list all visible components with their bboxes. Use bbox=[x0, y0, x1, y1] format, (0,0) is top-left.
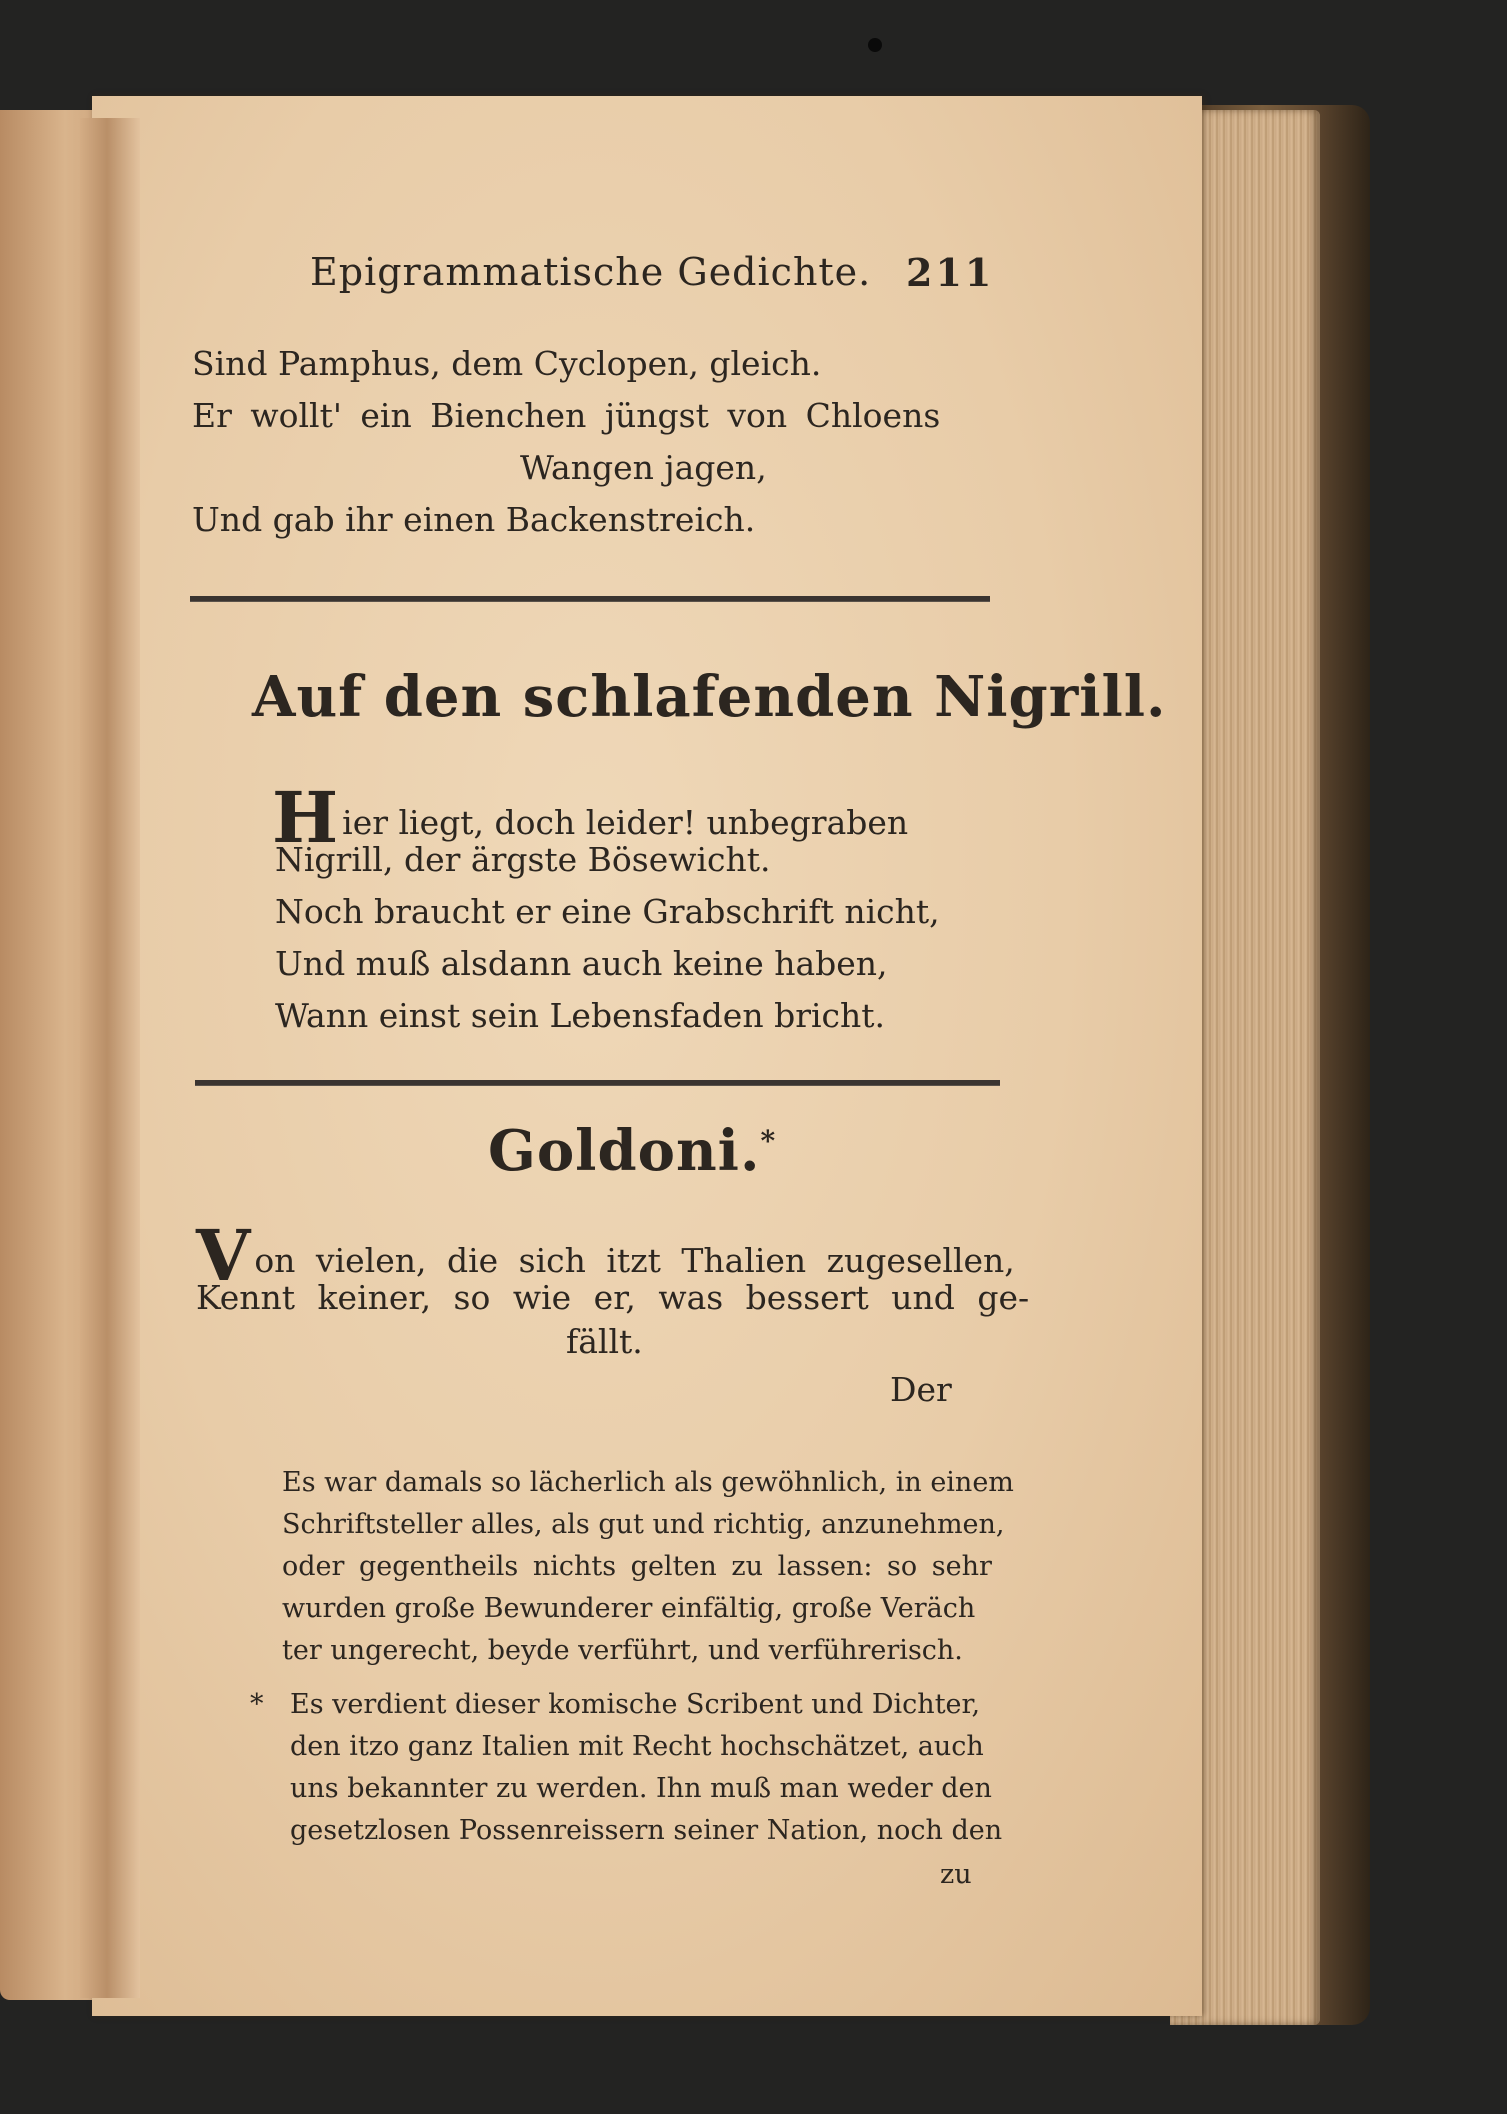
poem-title: Auf den schlafenden Nigrill. bbox=[252, 664, 1167, 730]
poem-title-text: Goldoni. bbox=[488, 1118, 761, 1184]
verse-line: fällt. bbox=[566, 1322, 643, 1361]
right-page bbox=[92, 96, 1202, 2016]
section-rule bbox=[195, 1080, 1000, 1086]
verse-text: on vielen, die sich itzt Thalien zugesellen, bbox=[254, 1241, 1015, 1280]
drop-initial: H bbox=[272, 776, 339, 859]
verse-line: Wann einst sein Lebensfaden bricht. bbox=[275, 996, 886, 1035]
verse-line: Wangen jagen, bbox=[520, 448, 767, 487]
footnote-mark: * bbox=[250, 1689, 264, 1720]
verse-line: Er wollt' ein Bienchen jüngst von Chloens bbox=[192, 396, 941, 435]
footnote-catchword: zu bbox=[940, 1859, 972, 1890]
verse-text: ier liegt, doch leider! unbegraben bbox=[342, 803, 909, 842]
page-number: 211 bbox=[906, 250, 995, 295]
footnote-line: uns bekannter zu werden. Ihn muß man weder den bbox=[290, 1773, 992, 1804]
footnote-line: oder gegentheils nichts gelten zu lassen: so sehr bbox=[282, 1551, 992, 1582]
verse-line: Noch braucht er eine Grabschrift nicht, bbox=[275, 892, 940, 931]
verse-line: Kennt keiner, so wie er, was bessert und ge- bbox=[196, 1278, 1030, 1317]
verse-line: Und muß alsdann auch keine haben, bbox=[275, 944, 888, 983]
verse-line: Nigrill, der ärgste Bösewicht. bbox=[275, 840, 771, 879]
footnote-mark: * bbox=[760, 1124, 777, 1158]
scan-hole bbox=[868, 38, 882, 52]
footnote-line: Schriftsteller alles, als gut und richtig, anzunehmen, bbox=[282, 1509, 1005, 1540]
footnote-line: den itzo ganz Italien mit Recht hochschätzet, auch bbox=[290, 1731, 984, 1762]
verse-line: Und gab ihr einen Backenstreich. bbox=[192, 500, 756, 539]
section-rule bbox=[190, 596, 990, 602]
footnote-line: Es verdient dieser komische Scribent und Dichter, bbox=[290, 1689, 981, 1720]
verse-line-first bbox=[196, 1214, 1015, 1297]
verse-line-first bbox=[272, 776, 909, 859]
footnote-line: gesetzlosen Possenreissern seiner Nation, noch den bbox=[290, 1815, 1003, 1846]
catchword: Der bbox=[890, 1370, 952, 1409]
verse-line: Sind Pamphus, dem Cyclopen, gleich. bbox=[192, 344, 822, 383]
book-gutter bbox=[80, 118, 140, 1998]
footnote-line: ter ungerecht, beyde verführt, und verführerisch. bbox=[282, 1635, 963, 1666]
poem-title bbox=[488, 1118, 776, 1184]
footnote-line: Es war damals so lächerlich als gewöhnlich, in einem bbox=[282, 1467, 1014, 1498]
running-header-title: Epigrammatische Gedichte. bbox=[310, 250, 872, 294]
drop-initial: V bbox=[196, 1214, 251, 1297]
footnote-line: wurden große Bewunderer einfältig, große Veräch bbox=[282, 1593, 976, 1624]
